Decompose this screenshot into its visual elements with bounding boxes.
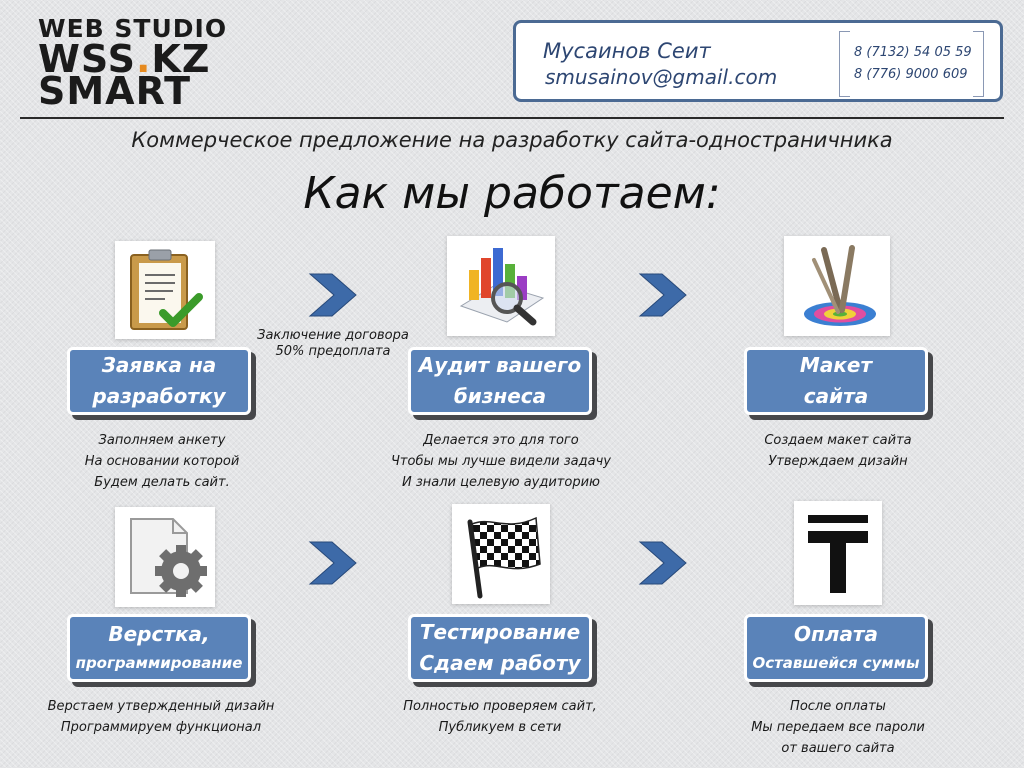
desc-line: Публикуем в сети	[438, 720, 562, 735]
desc-line: Мы передаем все пароли	[751, 720, 925, 735]
contact-name: Мусаинов Сеит	[543, 39, 711, 63]
logo-wss: WSS	[38, 37, 136, 81]
card-line: Тестирование	[419, 620, 581, 644]
phone-list	[839, 31, 984, 95]
step-4-icon-frame	[115, 507, 215, 607]
page-title: Как мы работаем:	[303, 168, 721, 219]
header-divider	[20, 117, 1004, 119]
contact-email[interactable]: smusainov@gmail.com	[545, 65, 778, 89]
contact-box	[513, 20, 1003, 102]
desc-line: от вашего сайта	[781, 741, 895, 756]
step-2-description	[370, 430, 632, 493]
contract-prepayment-note	[240, 328, 426, 360]
card-line: Верстка,	[108, 622, 210, 646]
step-2-icon-frame	[447, 236, 555, 336]
card-line: Макет	[799, 353, 873, 377]
desc-line: Будем делать сайт.	[94, 475, 230, 490]
card-line: сайта	[803, 384, 869, 408]
tenge-symbol-icon	[794, 501, 882, 605]
desc-line: Полностью проверяем сайт,	[403, 699, 597, 714]
step-1-description	[42, 430, 282, 493]
phone-2[interactable]: 8 (776) 9000 609	[854, 67, 968, 82]
card-line: Заявка на	[101, 353, 217, 377]
logo-line-smart: SMART	[38, 69, 192, 113]
desc-line: Чтобы мы лучше видели задачу	[391, 454, 611, 469]
desc-line: Программируем функционал	[60, 720, 262, 735]
desc-line: Верстаем утвержденный дизайн	[47, 699, 275, 714]
step-6-description	[718, 696, 958, 759]
step-5-icon-frame	[452, 504, 550, 604]
step-card-audit[interactable]	[408, 347, 592, 415]
step-3-description	[718, 430, 958, 472]
desc-line: Создаем макет сайта	[764, 433, 912, 448]
step-card-payment[interactable]	[744, 614, 928, 682]
logo-kz: KZ	[151, 37, 211, 81]
step-6-icon-frame	[794, 501, 882, 605]
card-line: программирование	[75, 654, 243, 672]
chart-magnifier-icon	[447, 236, 555, 336]
desc-line: Утверждаем дизайн	[768, 454, 908, 469]
step-5-description	[380, 696, 620, 738]
step-card-layout[interactable]	[744, 347, 928, 415]
studio-logo	[38, 14, 248, 113]
note-line: Заключение договора	[257, 328, 409, 343]
clipboard-check-icon	[115, 241, 215, 339]
card-line: Оставшейся суммы	[752, 654, 920, 672]
card-line: Сдаем работу	[419, 651, 581, 675]
right-bracket	[973, 31, 984, 97]
logo-dot: .	[135, 37, 152, 81]
step-card-application[interactable]	[67, 347, 251, 415]
card-line: разработку	[92, 384, 226, 408]
note-line: 50% предоплата	[275, 344, 391, 359]
card-line: Аудит вашего	[418, 353, 582, 377]
card-line: Оплата	[793, 622, 879, 646]
desc-line: Заполняем анкету	[98, 433, 226, 448]
chevron-right-icon	[636, 538, 690, 588]
desc-line: На основании которой	[84, 454, 240, 469]
step-3-icon-frame	[784, 236, 890, 336]
desc-line: Делается это для того	[423, 433, 579, 448]
step-card-testing[interactable]	[408, 614, 592, 682]
chevron-right-icon	[306, 538, 360, 588]
chevron-right-icon	[306, 270, 360, 320]
step-card-coding[interactable]	[67, 614, 251, 682]
desc-line: После оплаты	[790, 699, 886, 714]
desc-line: И знали целевую аудиторию	[402, 475, 600, 490]
logo-line-web-studio: WEB STUDIO	[38, 14, 228, 43]
step-4-description	[22, 696, 300, 738]
page-subtitle: Коммерческое предложение на разработку сайта-одностраничника	[131, 128, 893, 152]
checkered-flag-icon	[452, 504, 550, 604]
step-1-icon-frame	[115, 241, 215, 339]
phone-1[interactable]: 8 (7132) 54 05 59	[854, 45, 972, 60]
card-line: бизнеса	[453, 384, 547, 408]
brushes-target-icon	[784, 236, 890, 336]
document-gear-icon	[115, 507, 215, 607]
chevron-right-icon	[636, 270, 690, 320]
left-bracket	[839, 31, 850, 97]
